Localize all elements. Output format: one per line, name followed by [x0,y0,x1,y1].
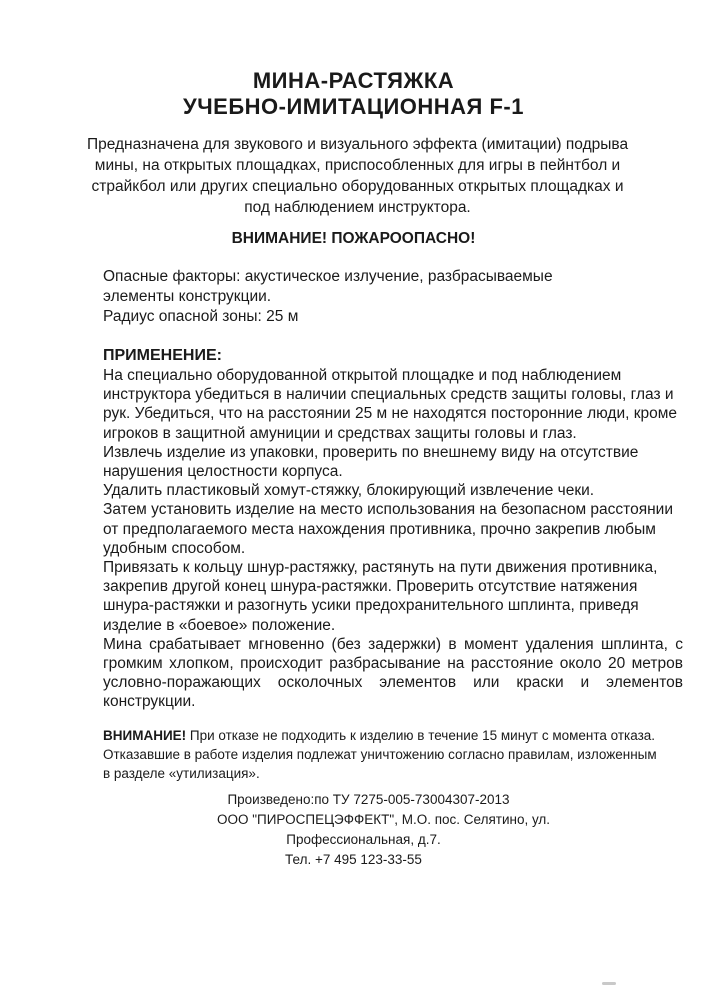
danger-factors [103,267,623,327]
usage-paragraph: Удалить пластиковый хомут-стяжку, блокирующий извлечение чеки. [103,482,595,500]
usage-section [103,345,683,712]
manufacturer-line-1: Произведено:по ТУ 7275-005-73004307-2013 [227,792,510,807]
intro-paragraph: Предназначена для звукового и визуального эффекта (имитации) подрыва мины, на открытых площадках, приспособленных для игры в пейнтбол и страйкбол или других специально оборудованных открытых площадках и под наблюдением инструктора. [86,136,629,216]
usage-paragraph: Затем установить изделие на место использования на безопасном расстоянии от предполагаемого места нахождения противника, прочно закрепив любым удобным способом. [103,501,673,557]
title-line-1: МИНА-РАСТЯЖКА [252,68,455,93]
manufacturer-line-2: ООО "ПИРОСПЕЦЭФФЕКТ", М.О. пос. Селятино, ул. [216,812,551,827]
fire-warning: ВНИМАНИЕ! ПОЖАРООПАСНО! [231,230,476,247]
manufacturer-line-3: Профессиональная, д.7. [286,832,441,847]
danger-factors-line-1: Опасные факторы: акустическое излучение, разбрасываемые [103,268,553,285]
usage-paragraph: Извлечь изделие из упаковки, проверить по внешнему виду на отсутствие нарушения целостности корпуса. [103,443,639,481]
failure-notice-text: При отказе не подходить к изделию в течение 15 минут с момента отказа. Отказавшие в работе изделия подлежат уничтожению согласно правилам, изложенным в разделе «утилизация». [103,728,657,781]
manufacturer-phone: Тел. +7 495 123-33-55 [285,852,422,867]
title-line-2: УЧЕБНО-ИМИТАЦИОННАЯ F-1 [183,94,524,119]
usage-paragraph: Привязать к кольцу шнур-растяжку, растянуть на пути движения противника, закрепив другой конец шнура-растяжки. Проверить отсутствие натяжения шнура-растяжки и разогнуть усики предохранительного шплинта, приведя изделие в «боевое» положение. [103,559,658,634]
danger-radius: Радиус опасной зоны: 25 м [103,308,299,325]
manufacturer-info [0,790,707,870]
scan-speck [602,982,616,985]
failure-notice-lead: ВНИМАНИЕ! [103,728,187,743]
danger-factors-line-2: элементы конструкции. [103,288,272,305]
usage-paragraph: На специально оборудованной открытой площадке и под наблюдением инструктора убедиться в наличии специальных средств защиты головы, глаз и рук. Убедиться, что на расстоянии 25 м не находятся посторонние люди, кроме игроков в защитной амуниции и средствах защиты головы и глаз. [103,367,678,442]
failure-notice [103,726,659,783]
usage-heading: ПРИМЕНЕНИЕ: [103,347,222,364]
usage-paragraph: Мина срабатывает мгновенно (без задержки) в момент удаления шплинта, с громким хлопком, происходит разбрасывание на расстояние около 20 метров условно-поражающих осколочных элементов или краски и элементов конструкции. [103,635,683,711]
